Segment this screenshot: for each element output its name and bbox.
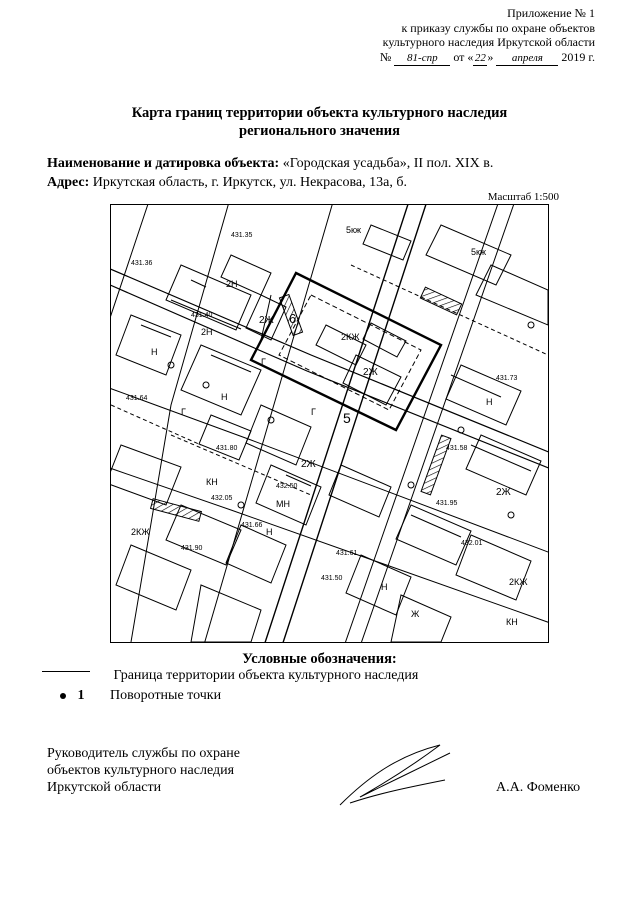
title-line1: Карта границ территории объекта культурного наследия: [131, 105, 508, 121]
signatory-name: А.А. Фоменко: [496, 780, 581, 795]
label-zh-small: Ж: [411, 609, 420, 619]
object-address-value: Иркутская область, г. Иркутск, ул. Некрасова, 13а, б.: [92, 175, 407, 190]
order-month: апреля: [496, 51, 558, 67]
elev-3: 431.40: [191, 312, 213, 319]
elev-9: 432.50: [276, 483, 298, 490]
elev-5: 431.80: [216, 445, 238, 452]
label-g1: Г: [261, 357, 266, 367]
order-from-prefix: от «: [453, 49, 474, 64]
appendix-line1: Приложение № 1: [507, 6, 595, 20]
label-kzh-right: 5кж: [471, 247, 486, 257]
label-kn1: КН: [206, 477, 218, 487]
document-title: [0, 104, 639, 140]
map-drawing: [111, 205, 548, 642]
map-scale: Масштаб 1:500: [487, 191, 559, 203]
elev-11: 431.50: [321, 575, 343, 582]
elev-13: 431.73: [496, 375, 518, 382]
label-h2: 2Н: [201, 327, 213, 337]
object-name-label: Наименование и датировка объекта:: [47, 156, 280, 171]
legend-points-row: [60, 688, 221, 704]
label-parcel-5: 5: [343, 410, 351, 426]
label-n1: Н: [151, 347, 158, 357]
elev-14: 431.95: [436, 500, 458, 507]
elev-8: 431.66: [241, 522, 263, 529]
heritage-boundary: [251, 273, 441, 430]
label-zh2: 2Ж: [363, 367, 378, 378]
label-n2: Н: [221, 392, 228, 402]
elev-1: 431.35: [231, 232, 253, 239]
label-zh1: 2Ж: [259, 315, 274, 326]
order-day-close: »: [487, 49, 494, 64]
legend-points-text: Поворотные точки: [110, 688, 222, 703]
label-kzh-top: 5кж: [346, 225, 361, 235]
order-number: 81-спр: [394, 51, 450, 67]
object-name-value: «Городская усадьба», II пол. XIX в.: [282, 156, 494, 171]
label-n3: Н: [266, 527, 273, 537]
label-g3: Г: [311, 407, 316, 417]
label-kn2: КН: [506, 617, 518, 627]
legend-point-number: 1: [77, 688, 85, 703]
legend-boundary-row: [42, 668, 418, 684]
label-parcel-6: 6: [289, 311, 297, 326]
handwritten-signature: [330, 735, 460, 815]
legend-boundary-text: Граница территории объекта культурного наследия: [113, 668, 419, 683]
label-zh3: 2Ж: [301, 459, 316, 470]
object-address-label: Адрес:: [47, 175, 90, 190]
label-mn: МН: [276, 499, 290, 509]
label-h1: 2Н: [226, 279, 238, 289]
signature-block: [47, 745, 240, 796]
order-day: 22: [473, 51, 487, 67]
elev-10: 431.61: [336, 550, 358, 557]
label-kzh2: 2КЖ: [131, 527, 150, 537]
order-no-prefix: №: [379, 49, 392, 64]
object-name-line: [47, 155, 493, 172]
elev-2: 431.36: [131, 260, 153, 267]
cadastral-map: [110, 204, 549, 643]
appendix-header: [380, 6, 595, 66]
title-line2: регионального значения: [239, 123, 400, 139]
appendix-order-line: [380, 50, 595, 67]
object-address-line: [47, 174, 407, 191]
elev-12: 431.58: [446, 445, 468, 452]
boundary-line-symbol: [42, 671, 90, 672]
signature-line2: объектов культурного наследия: [47, 763, 235, 778]
appendix-line2: к приказу службы по охране объектов: [401, 20, 595, 35]
label-g2: Г: [181, 407, 186, 417]
elev-15: 432.01: [461, 540, 483, 547]
label-zh4: 2Ж: [496, 487, 511, 498]
elev-7: 431.90: [181, 545, 203, 552]
legend-title: Условные обозначения:: [242, 651, 397, 667]
order-year: 2019 г.: [561, 49, 595, 64]
elev-4: 431.64: [126, 395, 148, 402]
signature-line3: Иркутской области: [47, 780, 162, 795]
label-kzh1: 2КЖ: [341, 332, 360, 342]
signature-line1: Руководитель службы по охране: [47, 746, 240, 761]
label-n5: Н: [381, 582, 388, 592]
label-kzh3: 2КЖ: [509, 577, 528, 587]
elev-6: 432.05: [211, 495, 233, 502]
appendix-line3: культурного наследия Иркутской области: [382, 35, 595, 49]
label-n4: Н: [486, 397, 493, 407]
turning-point-icon: [60, 693, 66, 699]
